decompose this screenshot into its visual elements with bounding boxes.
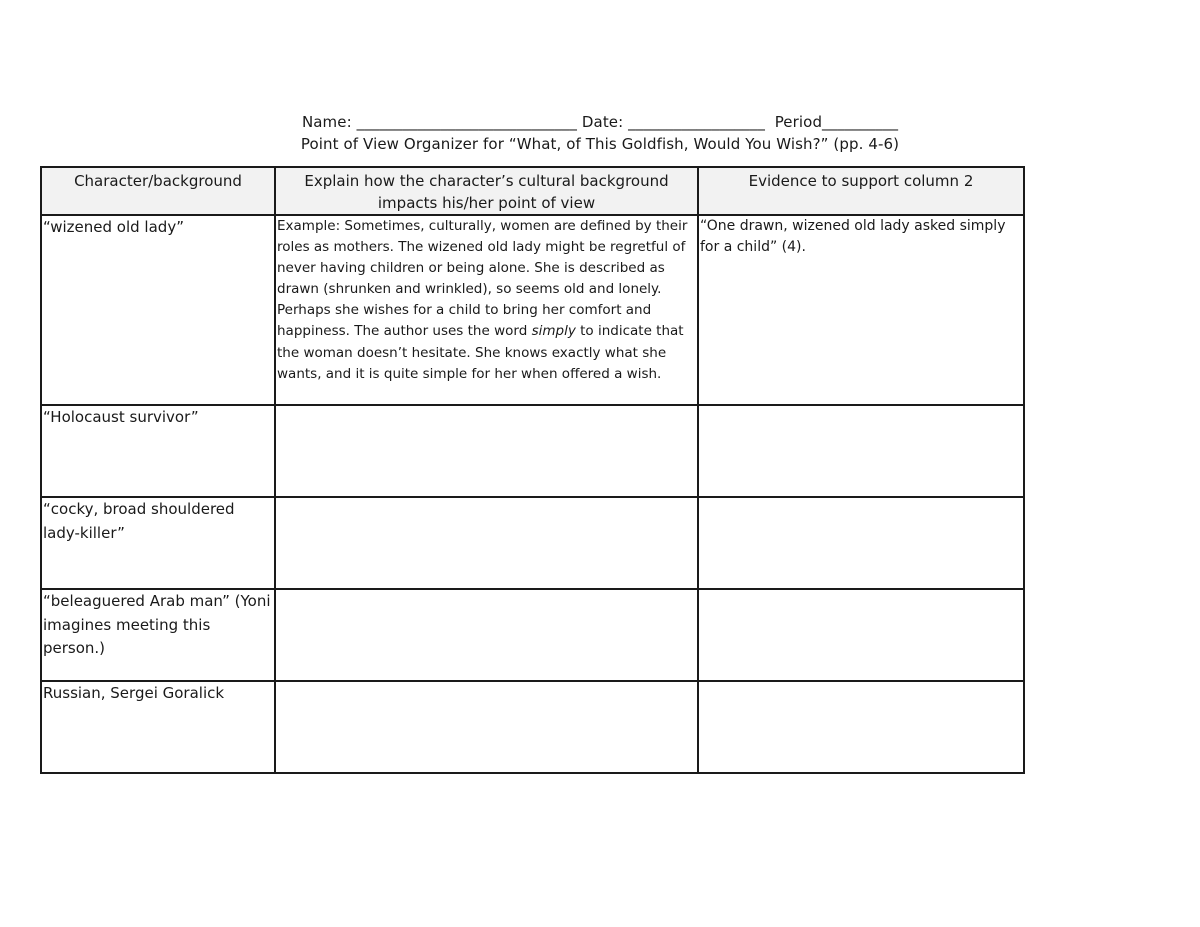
character-cell: “cocky, broad shouldered lady-killer” xyxy=(41,497,275,589)
explanation-cell[interactable] xyxy=(275,497,698,589)
explanation-text: Example: Sometimes, culturally, women are defined by their roles as mothers. The wizened old lady might be regretful of never having children or being alone. She is described as drawn (shrunken and wrinkled), so seems old and lonely. Perhaps she wishes for a child to bring her comfort and happiness. The author uses the word xyxy=(277,218,688,340)
character-cell: Russian, Sergei Goralick xyxy=(41,681,275,773)
table-row xyxy=(41,589,1024,681)
character-cell: “wizened old lady” xyxy=(41,215,275,405)
column-header-character: Character/background xyxy=(41,167,275,215)
character-cell: “beleaguered Arab man” (Yoni imagines meeting this person.) xyxy=(41,589,275,681)
table-header-row xyxy=(41,167,1024,215)
worksheet-title: Point of View Organizer for “What, of This Goldfish, Would You Wish?” (pp. 4-6) xyxy=(300,135,900,153)
explanation-text-continued: to indicate that the woman doesn’t hesitate. She knows exactly what she wants, and it is quite simple for her when offered a wish. xyxy=(277,323,684,382)
explanation-cell xyxy=(275,215,698,405)
explanation-cell[interactable] xyxy=(275,681,698,773)
evidence-cell[interactable] xyxy=(698,497,1024,589)
table-row xyxy=(41,405,1024,497)
evidence-cell[interactable] xyxy=(698,681,1024,773)
table-row xyxy=(41,215,1024,405)
evidence-cell[interactable] xyxy=(698,589,1024,681)
table-row xyxy=(41,681,1024,773)
point-of-view-organizer-table xyxy=(40,166,1025,774)
explanation-cell[interactable] xyxy=(275,589,698,681)
explanation-emphasis: simply xyxy=(531,323,576,340)
column-header-explanation: Explain how the character’s cultural background impacts his/her point of view xyxy=(275,167,698,215)
character-cell: “Holocaust survivor” xyxy=(41,405,275,497)
evidence-cell[interactable] xyxy=(698,405,1024,497)
column-header-evidence: Evidence to support column 2 xyxy=(698,167,1024,215)
name-date-period-line: Name: _____________________________ Date: __________________ Period__________ xyxy=(301,113,899,131)
evidence-cell: “One drawn, wizened old lady asked simply for a child” (4). xyxy=(698,215,1024,405)
explanation-cell[interactable] xyxy=(275,405,698,497)
table-row xyxy=(41,497,1024,589)
